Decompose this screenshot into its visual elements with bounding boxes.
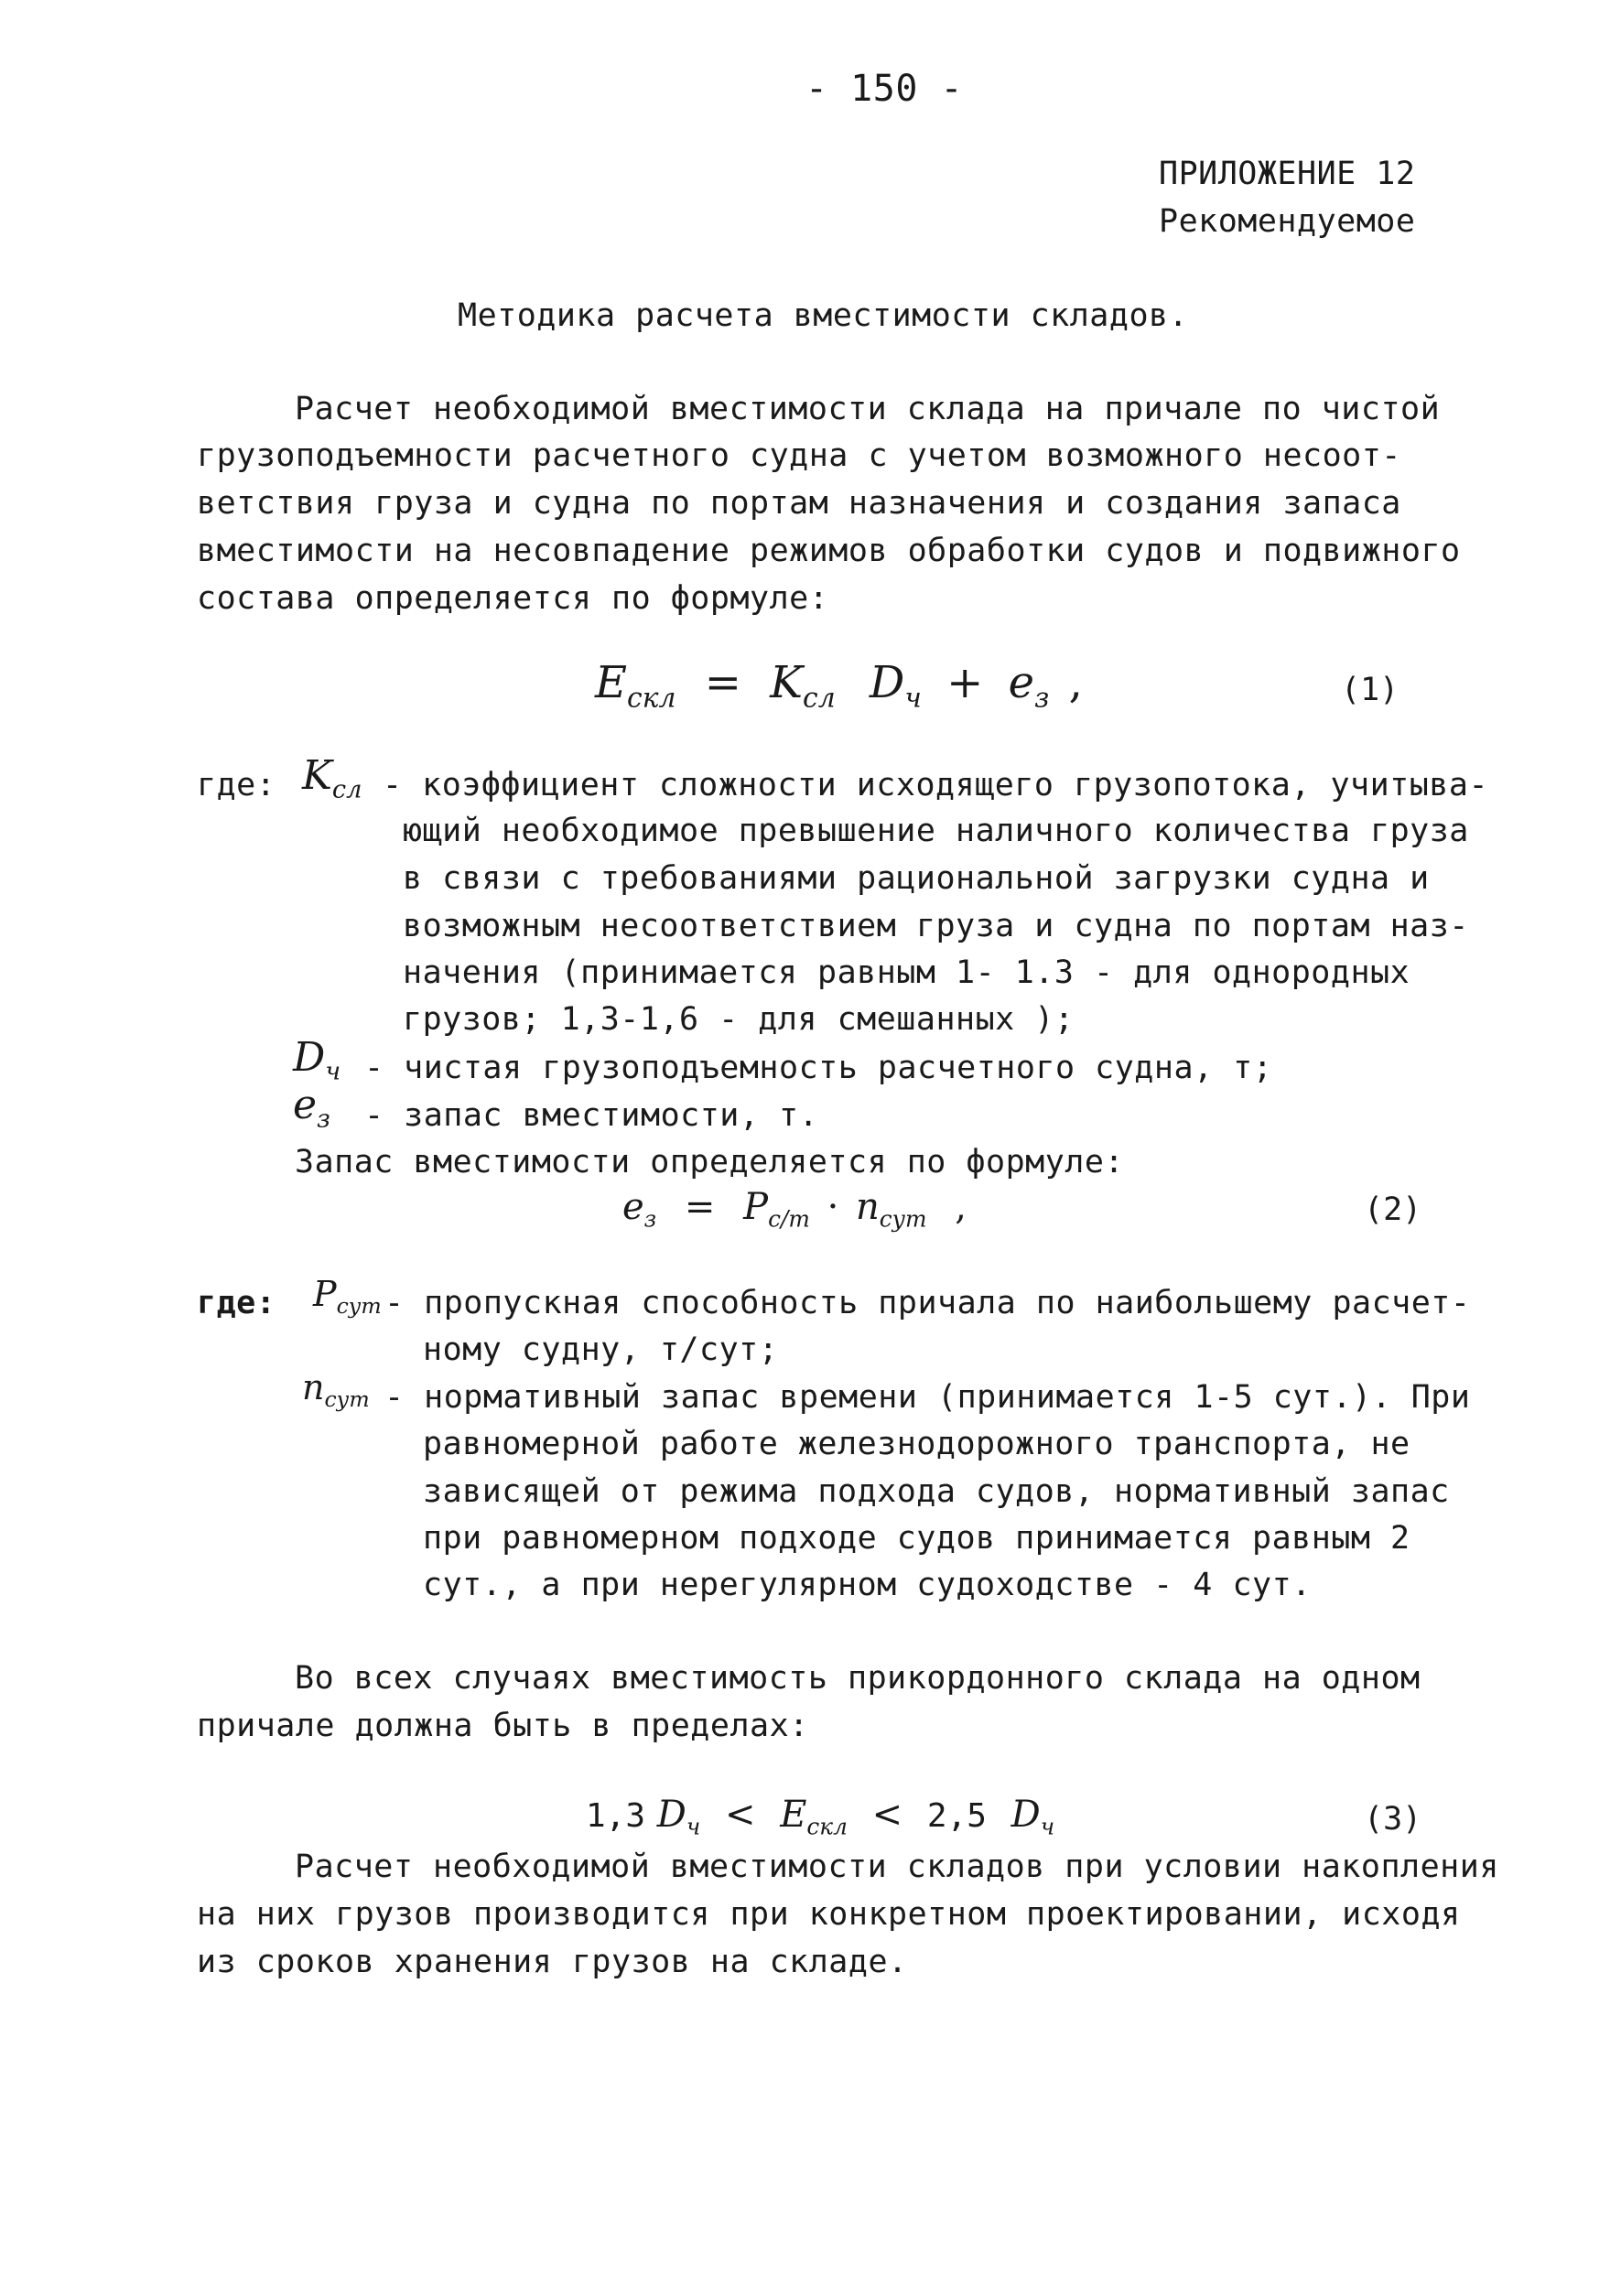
intro-line: ветствия груза и судна по портам назначения и создания запаса	[197, 485, 1401, 522]
formula-1	[595, 657, 1083, 714]
intro-line: грузоподъемности расчетного судна с учетом возможного несоот-	[197, 437, 1401, 474]
symbol-e: e	[293, 1082, 318, 1128]
formula-3-c1: 1,3	[586, 1797, 646, 1835]
formula-1-e-sub: з	[1034, 682, 1050, 715]
formula-1-eq: =	[704, 657, 741, 708]
formula-2-dot: ·	[827, 1186, 839, 1228]
formula-2-number: (2)	[1364, 1191, 1422, 1228]
def-k-line: - коэффициент сложности исходящего грузопотока, учитыва-	[383, 767, 1489, 803]
formula-3-d1: D	[656, 1794, 686, 1836]
symbol-p-sut	[313, 1274, 382, 1319]
formula-2-p: P	[743, 1186, 769, 1228]
formula-2-n-sub: сут	[879, 1205, 927, 1233]
intro-line: Расчет необходимой вместимости склада на причале по чистой	[295, 391, 1441, 427]
def-e-line: - запас вместимости, т.	[364, 1097, 819, 1134]
where-label: где:	[197, 767, 276, 803]
def-n-line: сут., а при нерегулярном судоходстве - 4 сут.	[423, 1567, 1312, 1603]
symbol-n-sub: сут	[324, 1386, 370, 1413]
symbol-e-z	[293, 1082, 330, 1134]
def-k-line: возможным несоответствием груза и судна по портам наз-	[403, 908, 1469, 944]
formula-2	[622, 1186, 967, 1233]
formula-3-lt1: <	[724, 1794, 756, 1836]
final-line: Расчет необходимой вместимости складов при условии накопления	[295, 1849, 1499, 1885]
formula-3-d1-sub: ч	[686, 1813, 701, 1840]
formula-1-number: (1)	[1341, 672, 1399, 708]
formula-2-lhs: e	[622, 1186, 644, 1228]
symbol-e-sub: з	[317, 1105, 330, 1134]
formula-3-e-sub: скл	[806, 1813, 848, 1840]
final-line: на них грузов производится при конкретном проектировании, исходя	[197, 1896, 1461, 1933]
formula-2-p-sub: с/т	[768, 1205, 810, 1233]
symbol-d-ch	[293, 1034, 340, 1086]
final-line: из сроков хранения грузов на складе.	[197, 1944, 908, 1980]
formula-2-tail: ,	[955, 1186, 967, 1228]
symbol-p: P	[313, 1274, 337, 1314]
formula-1-lhs-sub: скл	[627, 682, 676, 715]
intro-line: состава определяется по формуле:	[197, 580, 829, 617]
formula-1-d-sub: ч	[904, 682, 922, 715]
page-heading: Методика расчета вместимости складов.	[458, 297, 1189, 334]
formula-1-e: e	[1008, 657, 1035, 708]
def-k-line: ющий необходимое превышение наличного количества груза	[403, 813, 1469, 849]
formula-3-number: (3)	[1364, 1801, 1422, 1838]
formula-1-d: D	[869, 657, 905, 708]
conclusion-line: причале должна быть в пределах:	[197, 1708, 809, 1744]
formula-3	[586, 1794, 1054, 1840]
def-n-line: - нормативный запас времени (принимается 1-5 сут.). При	[384, 1379, 1471, 1416]
symbol-d-sub: ч	[325, 1057, 341, 1086]
page-number: - 150 -	[805, 68, 964, 110]
formula-2-n: n	[856, 1186, 880, 1228]
formula-3-c2: 2,5	[926, 1797, 987, 1835]
def-d-line: - чистая грузоподъемность расчетного судна, т;	[364, 1050, 1273, 1086]
where-label-2: где:	[197, 1285, 276, 1321]
formula-2-lhs-sub: з	[643, 1205, 657, 1233]
formula-3-d2: D	[1010, 1794, 1041, 1836]
formula-2-eq: =	[684, 1186, 716, 1228]
formula-3-d2-sub: ч	[1040, 1813, 1055, 1840]
formula-1-k-sub: сл	[803, 682, 836, 715]
def-p-line: ному судну, т/сут;	[423, 1331, 779, 1368]
formula-1-plus: +	[946, 657, 984, 708]
symbol-k: K	[302, 752, 332, 799]
def-k-line: в связи с требованиями рациональной загрузки судна и	[403, 860, 1430, 897]
def-k-line: грузов; 1,3-1,6 - для смешанных );	[403, 1001, 1075, 1038]
def-n-line: при равномерном подходе судов принимается равным 2	[423, 1520, 1410, 1557]
def-n-line: равномерной работе железнодорожного транспорта, не	[423, 1426, 1410, 1462]
symbol-p-sub: сут	[336, 1293, 382, 1320]
symbol-d: D	[293, 1034, 326, 1081]
intro-line: вместимости на несовпадение режимов обработки судов и подвижного	[197, 533, 1461, 569]
def-n-line: зависящей от режима подхода судов, нормативный запас	[423, 1473, 1450, 1510]
formula-3-lt2: <	[871, 1794, 903, 1836]
appendix-title: ПРИЛОЖЕНИЕ 12	[1159, 156, 1416, 192]
formula-3-e: E	[780, 1794, 807, 1836]
appendix-status: Рекомендуемое	[1159, 203, 1416, 240]
formula-1-tail: ,	[1068, 657, 1083, 708]
formula-1-lhs: E	[595, 657, 628, 708]
symbol-k-sub: сл	[331, 775, 362, 804]
reserve-intro: Запас вместимости определяется по формуле:	[295, 1144, 1125, 1180]
def-k-line: начения (принимается равным 1- 1.3 - для однородных	[403, 954, 1410, 991]
symbol-n: n	[302, 1367, 325, 1407]
symbol-n-sut	[302, 1367, 370, 1412]
def-p-line: - пропускная способность причала по наибольшему расчет-	[384, 1285, 1471, 1321]
symbol-k-sl	[302, 752, 362, 804]
formula-1-k: K	[770, 657, 804, 708]
conclusion-line: Во всех случаях вместимость прикордонного склада на одном	[295, 1660, 1421, 1697]
